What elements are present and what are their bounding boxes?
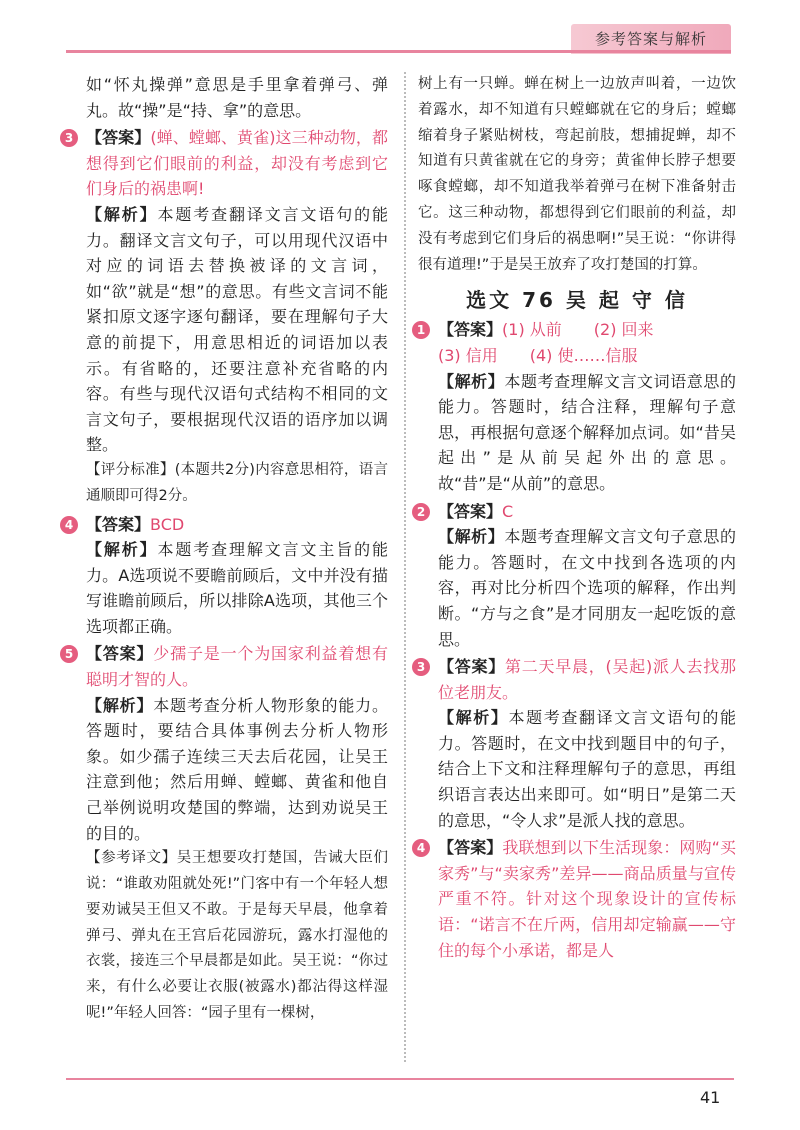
- answer-label: 【答案】: [438, 501, 503, 521]
- question-number-badge: 4: [412, 839, 430, 857]
- analysis-text: 本题考查理解文言文词语意思的能力。答题时，结合注释，理解句子意思，再根据句意逐个解释加点词。如“昔吴起出”是从前吴起外出的意思。故“昔”是“从前”的意思。: [438, 371, 736, 493]
- score-label: 【评分标准】: [86, 461, 175, 478]
- answer-label: 【答案】: [438, 657, 505, 677]
- right-continuation-text: 树上有一只蝉。蝉在树上一边放声叫着，一边饮着露水，却不知道有只螳螂就在它的身后；螳螂缩着身子紧贴树枝，弯起前肢，想捕捉蝉，却不知道有只黄雀就在它的身旁；黄雀伸长脖子想要啄食螳螂，却不知道我举着弹弓在树下准备射击它。这三种动物，都想得到它们眼前的利益，却没有考虑到它们身后的祸患啊!”吴王说：“你讲得很有道理!”于是吴王放弃了攻打楚国的打算。: [418, 76, 736, 273]
- running-header-title: 参考答案与解析: [594, 30, 707, 48]
- analysis-text: 本题考查翻译文言文语句的能力。答题时，在文中找到题目中的句子，结合上下文和注释理解句子的意思，再组织语言表达出来即可。如“明日”是第二天的意思，“令人求”是派人找的意思。: [438, 708, 736, 830]
- answer-text-line2: (3) 信用 (4) 使……信服: [438, 345, 638, 365]
- analysis-text: 本题考查分析人物形象的能力。答题时，要结合具体事例去分析人物形象。如少孺子连续三天去后花园，让吴王注意到他；然后用蝉、螳螂、黄雀和他自己举例说明攻楚国的弊端，达到劝说吴王的目的。: [86, 695, 388, 843]
- answer-text: 我联想到以下生活现象：网购“买家秀”与“卖家秀”差异——商品质量与宣传严重不符。针对这个现象设计的宣传标语：“诺言不在斤两，信用却定输赢——守住的每个小承诺，都是人: [438, 838, 736, 960]
- right-q1: [418, 317, 736, 496]
- question-number-badge: 2: [412, 503, 430, 521]
- answer-label: 【答案】: [86, 514, 151, 534]
- analysis-label: 【解析】: [86, 540, 158, 560]
- left-intro-text: 如“怀丸操弹”意思是手里拿着弹弓、弹丸。故“操”是“持、拿”的意思。: [86, 75, 388, 120]
- right-q3: [418, 654, 736, 833]
- score-text: (本题共2分)内容意思相符，语言通顺即可得2分。: [86, 461, 388, 504]
- answer-text: (蝉、螳螂、黄雀)这三种动物，都想得到它们眼前的利益，却没有考虑到它们身后的祸患啊!: [86, 128, 388, 199]
- right-column: [418, 72, 736, 963]
- analysis-label: 【解析】: [438, 708, 509, 728]
- question-number-badge: 5: [60, 645, 78, 663]
- page-number: 41: [700, 1088, 721, 1107]
- answer-text: 第二天早晨，(吴起)派人去找那位老朋友。: [438, 657, 736, 702]
- left-q3: [66, 125, 388, 509]
- reference-translation-label: 【参考译文】: [86, 850, 177, 867]
- footer-rule: [66, 1078, 734, 1080]
- answer-text: BCD: [150, 514, 185, 534]
- answer-text-line1: (1) 从前 (2) 回来: [502, 320, 654, 340]
- left-q4: [66, 512, 388, 640]
- analysis-text: 本题考查理解文言文句子意思的能力。答题时，在文中找到各选项的内容，再对比分析四个选项的解释，作出判断。“方与之食”是才同朋友一起吃饭的意思。: [438, 527, 736, 649]
- answer-label: 【答案】: [86, 128, 151, 148]
- answer-label: 【答案】: [86, 644, 154, 664]
- question-number-badge: 4: [60, 516, 78, 534]
- right-q4: [418, 835, 736, 963]
- analysis-label: 【解析】: [86, 204, 158, 224]
- left-column: [66, 72, 388, 1027]
- question-number-badge: 3: [412, 658, 430, 676]
- analysis-label: 【解析】: [438, 371, 505, 391]
- right-q2: [418, 499, 736, 653]
- analysis-label: 【解析】: [438, 527, 505, 547]
- question-number-badge: 1: [412, 321, 430, 339]
- header-rule: [66, 50, 731, 53]
- reference-translation-text: 吴王想要攻打楚国，告诫大臣们说：“谁敢劝阻就处死!”门客中有一个年轻人想要劝诫吴王但又不敢。于是每天早晨，他拿着弹弓、弹丸在王宫后花园游玩，露水打湿他的衣裳，接连三个早晨都是如此。吴王说：“你过来，有什么必要让衣服(被露水)都沾得这样湿呢!”年轻人回答：“园子里有一棵树，: [86, 850, 389, 1021]
- answer-text: C: [502, 501, 514, 521]
- left-q5: [66, 641, 388, 1026]
- answer-label: 【答案】: [438, 838, 503, 858]
- analysis-text: 本题考查翻译文言文语句的能力。翻译文言文句子，可以用现代汉语中对应的词语去替换被译的文言词，如“欲”就是“想”的意思。有些文言词不能紧扣原文逐字逐句翻译，要在理解句子大意的前提下，用意思相近的词语加以表示。有省略的，还要注意补充省略的内容。有些与现代汉语句式结构不相同的文言文句子，要根据现代汉语的语序加以调整。: [86, 204, 388, 455]
- answer-label: 【答案】: [438, 320, 503, 340]
- analysis-label: 【解析】: [86, 695, 154, 715]
- section-title: 选文 76 吴 起 守 信: [466, 288, 688, 313]
- column-divider: [404, 72, 406, 1062]
- question-number-badge: 3: [60, 129, 78, 147]
- answer-text: 少孺子是一个为国家利益着想有聪明才智的人。: [86, 644, 388, 690]
- analysis-text: 本题考查理解文言文主旨的能力。A选项说不要瞻前顾后，文中并没有描写谁瞻前顾后，所以排除A选项，其他三个选项都正确。: [86, 540, 388, 636]
